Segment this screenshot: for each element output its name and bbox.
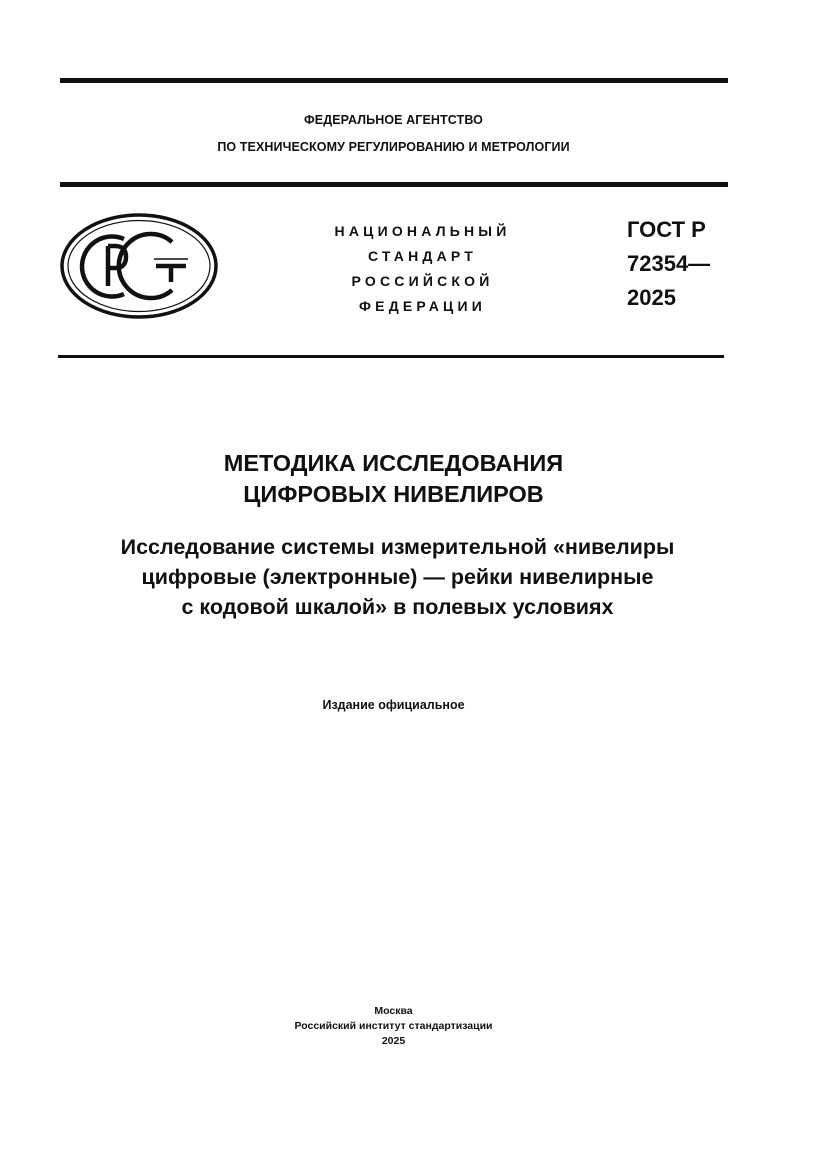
publisher-name: Российский институт стандартизации bbox=[294, 1020, 493, 1032]
national-standard-line-3: РОССИЙСКОЙ bbox=[351, 273, 494, 289]
rst-certification-mark-icon bbox=[60, 212, 218, 320]
standard-designation-prefix: ГОСТ Р bbox=[627, 217, 706, 242]
document-subtitle-line-1: Исследование системы измерительной «нивелиры bbox=[120, 535, 675, 559]
national-standard-line-2: СТАНДАРТ bbox=[367, 248, 478, 264]
edition-label: Издание официальное bbox=[322, 698, 465, 712]
document-title-line-1: МЕТОДИКА ИССЛЕДОВАНИЯ bbox=[223, 450, 564, 476]
publisher-city: Москва bbox=[374, 1005, 413, 1017]
standard-designation-year: 2025 bbox=[627, 285, 676, 310]
document-subtitle-line-2: цифровые (электронные) — рейки нивелирные bbox=[141, 565, 654, 589]
agency-name-line-2: ПО ТЕХНИЧЕСКОМУ РЕГУЛИРОВАНИЮ И МЕТРОЛОГИИ bbox=[217, 140, 570, 154]
standard-designation-number: 72354— bbox=[627, 251, 711, 276]
document-title-line-2: ЦИФРОВЫХ НИВЕЛИРОВ bbox=[243, 481, 544, 507]
agency-name-line-1: ФЕДЕРАЛЬНОЕ АГЕНТСТВО bbox=[304, 113, 483, 127]
national-standard-line-1: НАЦИОНАЛЬНЫЙ bbox=[334, 223, 511, 239]
top-rule bbox=[60, 78, 728, 83]
national-standard-line-4: ФЕДЕРАЦИИ bbox=[359, 298, 486, 314]
publication-year: 2025 bbox=[381, 1035, 406, 1047]
document-subtitle-line-3: с кодовой шкалой» в полевых условиях bbox=[181, 595, 614, 619]
header-rule bbox=[60, 182, 728, 187]
header-bottom-rule bbox=[58, 355, 724, 358]
